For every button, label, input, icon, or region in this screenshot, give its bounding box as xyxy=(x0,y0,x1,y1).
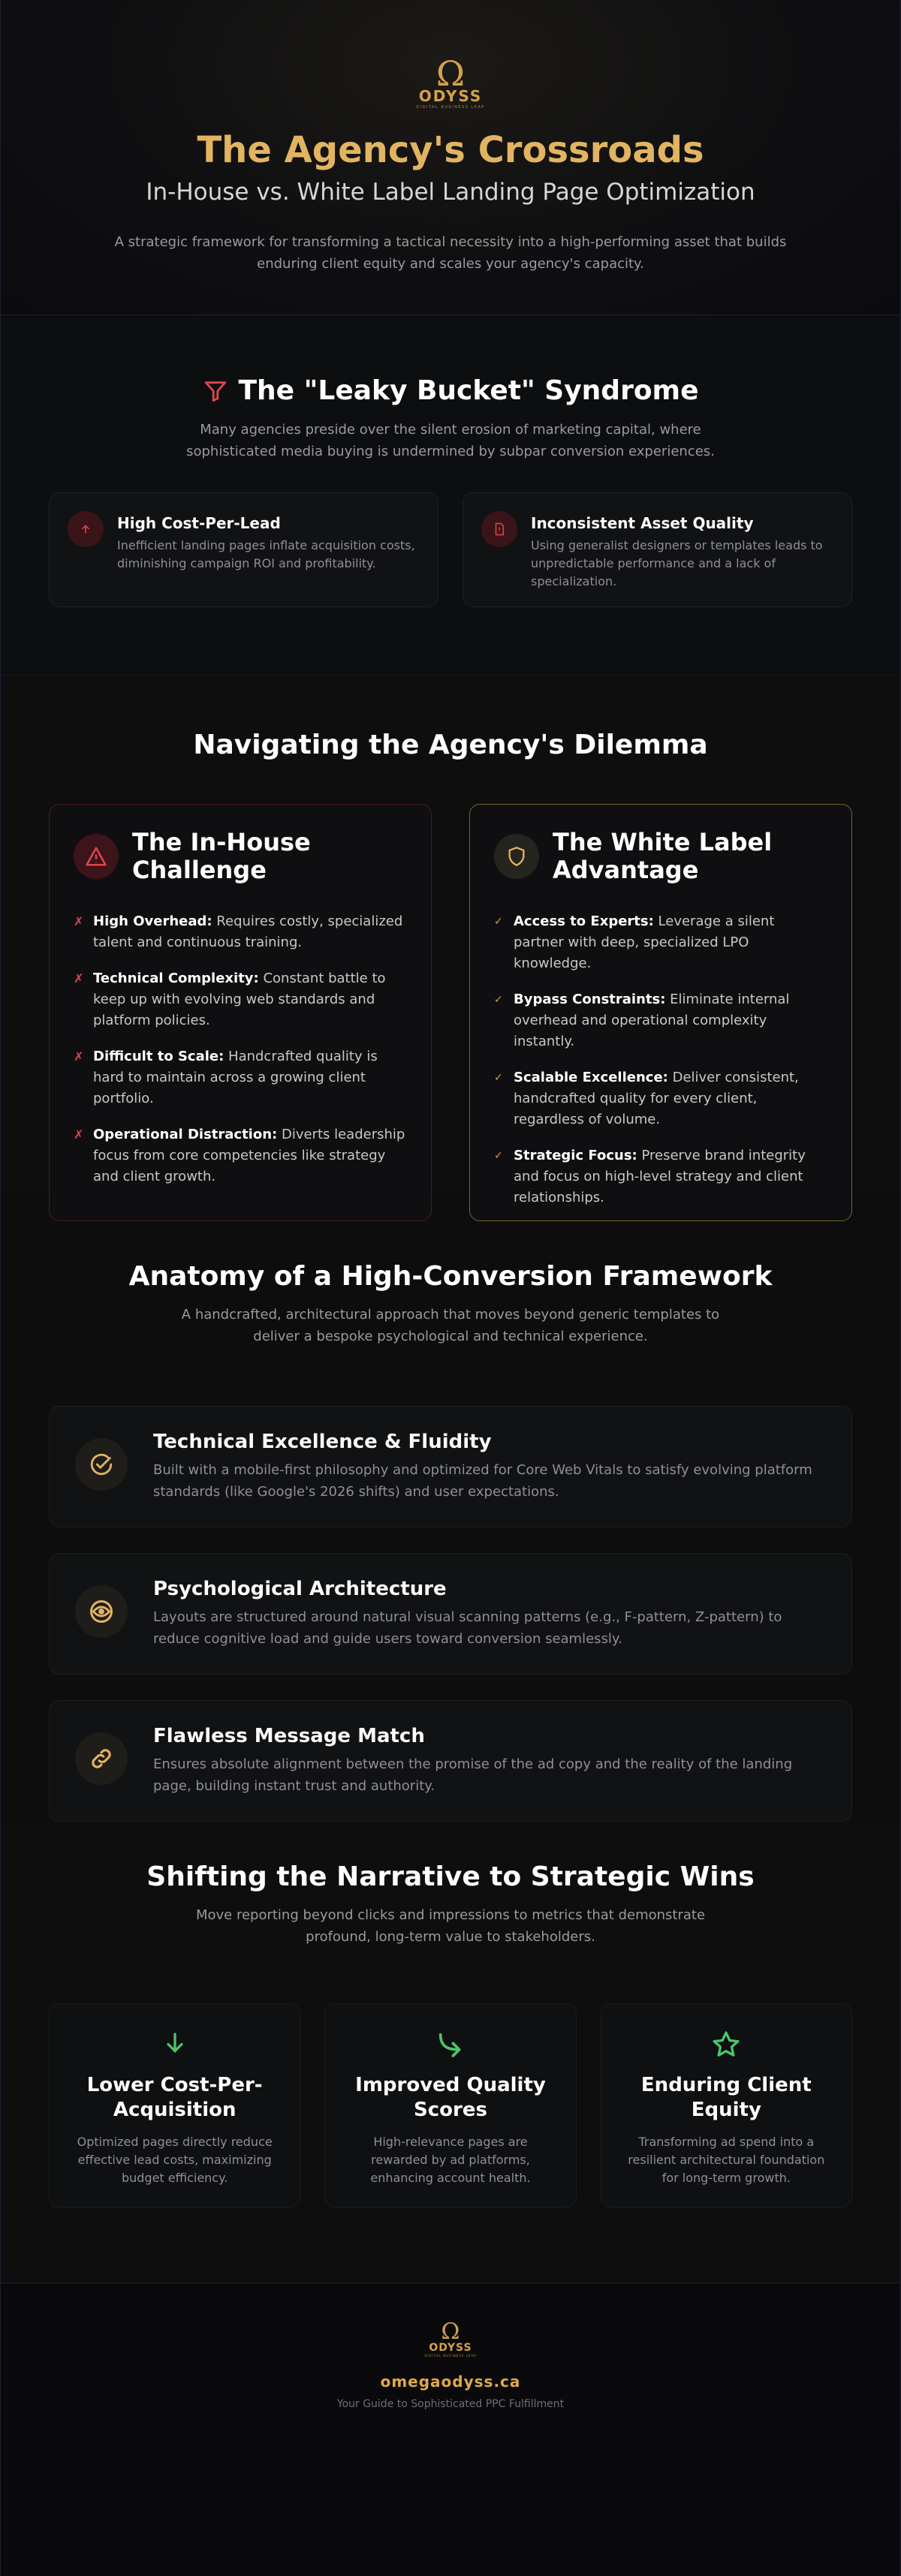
card-title: High Cost-Per-Lead xyxy=(117,513,281,532)
gauge-check-icon xyxy=(75,1438,128,1491)
inhouse-card xyxy=(49,804,432,1221)
card-high-cpl xyxy=(49,492,438,607)
link-icon xyxy=(75,1732,128,1785)
card-text: Inefficient landing pages inflate acquisition costs, diminishing campaign ROI and profitability. xyxy=(117,537,415,570)
warning-icon xyxy=(74,834,119,879)
whitelabel-card xyxy=(469,804,852,1221)
cross-icon: ✗ xyxy=(74,1049,84,1064)
hero-title: The Agency's Crossroads xyxy=(197,129,704,171)
list-item: ✓ Bypass Constraints: Eliminate internal overhead and operational complexity instantly. xyxy=(494,989,827,1052)
inhouse-title: The In-House Challenge xyxy=(132,828,311,884)
brand-name: ODYSS xyxy=(418,87,483,105)
inhouse-list xyxy=(74,911,407,1187)
list-item: ✗ Technical Complexity: Constant battle to keep up with evolving web standards and platform policies. xyxy=(74,968,407,1031)
anatomy-card xyxy=(49,1553,852,1675)
anatomy-card-title: Flawless Message Match xyxy=(153,1725,425,1747)
arrow-up-icon xyxy=(68,511,104,547)
dilemma-section xyxy=(1,676,900,1205)
card-inconsistent-quality xyxy=(463,492,852,607)
list-item: ✓ Strategic Focus: Preserve brand integrity and focus on high-level strategy and client relationships. xyxy=(494,1145,827,1208)
win-card-title: Lower Cost-Per-Acquisition xyxy=(86,2074,263,2121)
whitelabel-header xyxy=(494,829,827,884)
win-card-title: Improved Quality Scores xyxy=(355,2074,546,2121)
file-alert-icon xyxy=(481,511,517,547)
list-item: ✗ Difficult to Scale: Handcrafted quality is hard to maintain across a growing client portfolio. xyxy=(74,1046,407,1109)
omega-icon: Ω xyxy=(435,53,466,94)
list-item: ✗ Operational Distraction: Diverts leadership focus from core competencies like strategy and client growth. xyxy=(74,1124,407,1187)
check-icon: ✓ xyxy=(494,994,503,1006)
win-card-text: Optimized pages directly reduce effective lead costs, maximizing budget efficiency. xyxy=(77,2135,273,2185)
win-card xyxy=(324,2003,576,2207)
anatomy-description: A handcrafted, architectural approach that moves beyond generic templates to deliver a bespoke psychological and technical experience. xyxy=(181,1307,720,1344)
cross-icon: ✗ xyxy=(74,914,84,928)
curved-arrow-icon xyxy=(348,2030,553,2060)
win-card xyxy=(49,2003,300,2207)
leaky-description: Many agencies preside over the silent erosion of marketing capital, where sophisticated media buying is undermined by subpar conversion experiences. xyxy=(186,421,715,459)
leaky-cards xyxy=(1,492,900,607)
anatomy-cards xyxy=(1,1406,900,1822)
dilemma-title: Navigating the Agency's Dilemma xyxy=(193,730,708,760)
wins-description: Move reporting beyond clicks and impressions to metrics that demonstrate profound, long-term value to stakeholders. xyxy=(195,1907,706,1945)
wins-cards xyxy=(1,2003,900,2207)
inhouse-header xyxy=(74,829,407,884)
hero-description: A strategic framework for transforming a tactical necessity into a high-performing asset that builds enduring client equity and scales your agency's capacity. xyxy=(114,234,787,272)
wins-section xyxy=(1,1824,900,2283)
check-icon: ✓ xyxy=(494,1150,503,1162)
leaky-title: The "Leaky Bucket" Syndrome xyxy=(238,375,699,406)
card-text: Using generalist designers or templates leads to unpredictable performance and a lack of specialization. xyxy=(531,537,823,588)
list-item: ✓ Scalable Excellence: Deliver consistent, handcrafted quality for every client, regardless of volume. xyxy=(494,1067,827,1130)
anatomy-card-text: Layouts are structured around natural visual scanning patterns (e.g., F-pattern, Z-pattern) to reduce cognitive load and guide users toward conversion seamlessly. xyxy=(153,1609,782,1647)
cross-icon: ✗ xyxy=(74,971,84,986)
win-card xyxy=(601,2003,852,2207)
anatomy-section xyxy=(1,1193,900,1824)
shield-icon xyxy=(494,834,539,879)
list-item: ✓ Access to Experts: Leverage a silent partner with deep, specialized LPO knowledge. xyxy=(494,911,827,974)
omega-icon: Ω xyxy=(441,2319,460,2345)
wins-title: Shifting the Narrative to Strategic Wins xyxy=(146,1861,755,1892)
star-icon xyxy=(624,2030,829,2060)
anatomy-card-text: Ensures absolute alignment between the promise of the ad copy and the reality of the landing page, building instant trust and authority. xyxy=(153,1756,793,1794)
cross-icon: ✗ xyxy=(74,1127,84,1142)
footer-logo[interactable] xyxy=(424,2319,477,2358)
whitelabel-list xyxy=(494,911,827,1208)
win-card-title: Enduring Client Equity xyxy=(640,2074,812,2121)
check-icon: ✓ xyxy=(494,916,503,928)
list-item: ✗ High Overhead: Requires costly, specialized talent and continuous training. xyxy=(74,911,407,953)
arrow-down-icon xyxy=(72,2030,277,2060)
anatomy-card-text: Built with a mobile-first philosophy and optimized for Core Web Vitals to satisfy evolving platform standards (like Google's 2026 shifts) and user expectations. xyxy=(153,1462,812,1500)
footer xyxy=(1,2283,900,2447)
anatomy-card xyxy=(49,1700,852,1822)
leaky-title-row xyxy=(203,375,699,406)
anatomy-card-title: Technical Excellence & Fluidity xyxy=(153,1431,492,1453)
anatomy-card-title: Psychological Architecture xyxy=(153,1578,447,1600)
footer-brand-tagline: DIGITAL BUSINESS LEAP xyxy=(424,2354,477,2358)
hero-section xyxy=(1,0,900,315)
funnel-icon xyxy=(203,378,228,404)
footer-tagline: Your Guide to Sophisticated PPC Fulfillment xyxy=(336,2398,565,2410)
footer-site-link[interactable]: omegaodyss.ca xyxy=(380,2373,521,2391)
leaky-bucket-section xyxy=(1,315,900,676)
card-title: Inconsistent Asset Quality xyxy=(531,513,754,532)
footer-brand-name: ODYSS xyxy=(429,2342,472,2354)
check-icon: ✓ xyxy=(494,1072,503,1084)
brand-tagline: DIGITAL BUSINESS LEAP xyxy=(416,105,485,110)
hero-subtitle: In-House vs. White Label Landing Page Optimization xyxy=(146,179,755,206)
eye-icon xyxy=(75,1585,128,1638)
anatomy-title: Anatomy of a High-Conversion Framework xyxy=(128,1261,773,1292)
dilemma-columns xyxy=(1,804,900,1221)
anatomy-card xyxy=(49,1406,852,1527)
brand-logo[interactable] xyxy=(416,53,485,110)
win-card-text: Transforming ad spend into a resilient architectural foundation for long-term growth. xyxy=(628,2135,825,2185)
whitelabel-title: The White Label Advantage xyxy=(553,828,773,884)
win-card-text: High-relevance pages are rewarded by ad platforms, enhancing account health. xyxy=(370,2135,531,2185)
